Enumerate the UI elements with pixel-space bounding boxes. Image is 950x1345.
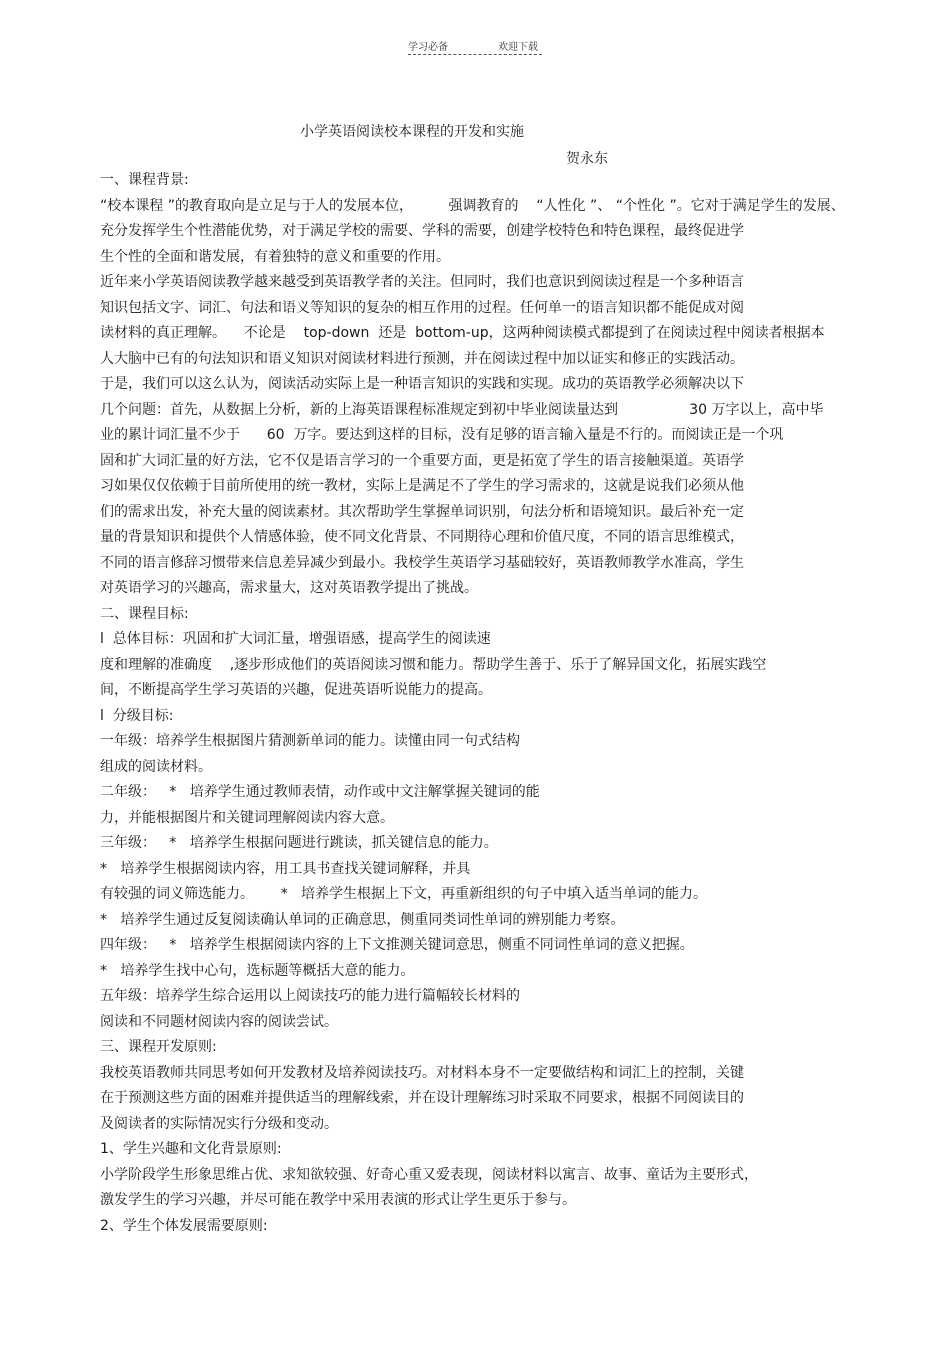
body-line: 固和扩大词汇量的好方法，它不仅是语言学习的一个重要方面，更是拓宽了学生的语言接触渠道。英语学 [100,452,744,469]
body-line: * 培养学生通过反复阅读确认单词的正确意思，侧重同类词性单词的辨别能力考察。 [100,911,625,928]
document-body [100,168,880,1239]
body-line: 2、学生个体发展需要原则: [100,1217,268,1234]
body-line: 三年级： * 培养学生根据问题进行跳读，抓关键信息的能力。 [100,835,498,851]
body-line: 生个性的全面和谐发展，有着独特的意义和重要的作用。 [100,248,450,265]
body-line: 及阅读者的实际情况实行分级和变动。 [100,1115,338,1132]
body-line: * 培养学生找中心句，选标题等概括大意的能力。 [100,962,415,979]
body-line: 们的需求出发，补充大量的阅读素材。其次帮助学生掌握单词识别，句法分析和语境知识。最后补充一定 [100,503,744,520]
body-line: “校本课程 ”的教育取向是立足与于人的发展本位， 强调教育的 “人性化 ”、 “个性化 ”。它对于满足学生的发展、 [100,197,845,214]
document-author: 贺永东 [566,151,608,167]
header-left-text: 学习必备 [408,42,448,53]
body-line: 激发学生的学习兴趣，并尽可能在教学中采用表演的形式让学生更乐于参与。 [100,1192,576,1208]
body-line: 组成的阅读材料。 [100,758,212,775]
body-line: 充分发挥学生个性潜能优势，对于满足学校的需要、学科的需要，创建学校特色和特色课程，最终促进学 [100,223,744,239]
body-line: 间，不断提高学生学习英语的兴趣，促进英语听说能力的提高。 [100,682,492,698]
body-line: 读材料的真正理解。 不论是 top-down 还是 bottom-up，这两种阅读模式都提到了在阅读过程中阅读者根据本 [100,325,825,341]
body-line: 人大脑中已有的句法知识和语义知识对阅读材料进行预测，并在阅读过程中加以证实和修正的实践活动。 [100,350,744,367]
body-line: 五年级：培养学生综合运用以上阅读技巧的能力进行篇幅较长材料的 [100,988,520,1004]
body-line: 于是，我们可以这么认为，阅读活动实际上是一种语言知识的实践和实现。成功的英语教学必须解决以下 [100,376,744,392]
body-line: 1、学生兴趣和文化背景原则: [100,1141,282,1157]
document-title: 小学英语阅读校本课程的开发和实施 [300,124,524,140]
body-line: 三、课程开发原则: [100,1039,217,1055]
body-line: 不同的语言修辞习惯带来信息差异减少到最小。我校学生英语学习基础较好，英语教师教学水准高，学生 [100,554,744,571]
body-line: 小学阶段学生形象思维占优、求知欲较强、好奇心重又爱表现，阅读材料以寓言、故事、童话为主要形式， [100,1166,758,1183]
body-line: 对英语学习的兴趣高，需求量大，这对英语教学提出了挑战。 [100,580,478,596]
header-dashed-rule [408,54,542,55]
body-line: 二、课程目标: [100,605,189,622]
body-line: 一年级：培养学生根据图片猜测新单词的能力。读懂由同一句式结构 [100,733,520,749]
body-line: * 培养学生根据阅读内容，用工具书查找关键词解释，并具 [100,860,471,877]
body-line: 近年来小学英语阅读教学越来越受到英语教学者的关注。但同时，我们也意识到阅读过程是一个多种语言 [100,274,744,290]
body-line: 有较强的词义筛选能力。 * 培养学生根据上下文，再重新组织的句子中填入适当单词的能力。 [100,886,708,902]
body-line: 四年级： * 培养学生根据阅读内容的上下文推测关键词意思，侧重不同词性单词的意义把握。 [100,937,694,953]
body-line: 在于预测这些方面的困难并提供适当的理解线索，并在设计理解练习时采取不同要求，根据不同阅读目的 [100,1090,744,1106]
body-line: 我校英语教师共同思考如何开发教材及培养阅读技巧。对材料本身不一定要做结构和词汇上的控制，关键 [100,1064,744,1081]
body-line: 度和理解的准确度 ,逐步形成他们的英语阅读习惯和能力。帮助学生善于、乐于了解异国文化，拓展实践空 [100,656,767,673]
body-line: 二年级： * 培养学生通过教师表情，动作或中文注解掌握关键词的能 [100,784,540,800]
body-line: 知识包括文字、词汇、句法和语义等知识的复杂的相互作用的过程。任何单一的语言知识都不能促成对阅 [100,299,744,316]
header-right-text: 欢迎下载 [498,42,538,53]
body-line: 阅读和不同题材阅读内容的阅读尝试。 [100,1013,338,1030]
body-line: 力，并能根据图片和关键词理解阅读内容大意。 [100,809,394,826]
body-line: 业的累计词汇量不少于 60 万字。要达到这样的目标，没有足够的语言输入量是不行的。而阅读正是一个巩 [100,427,784,443]
body-line: l 总体目标：巩固和扩大词汇量，增强语感，提高学生的阅读速 [100,631,491,647]
body-line: 一、课程背景: [100,172,189,188]
body-line: 习如果仅仅依赖于目前所使用的统一教材，实际上是满足不了学生的学习需求的，这就是说我们必须从他 [100,478,744,494]
body-line: 量的背景知识和提供个人情感体验，使不同文化背景、不同期待心理和价值尺度，不同的语言思维模式， [100,529,744,545]
body-line: l 分级目标: [100,707,174,724]
body-line: 几个问题：首先，从数据上分析，新的上海英语课程标准规定到初中毕业阅读量达到 30 万字以上，高中毕 [100,401,824,418]
